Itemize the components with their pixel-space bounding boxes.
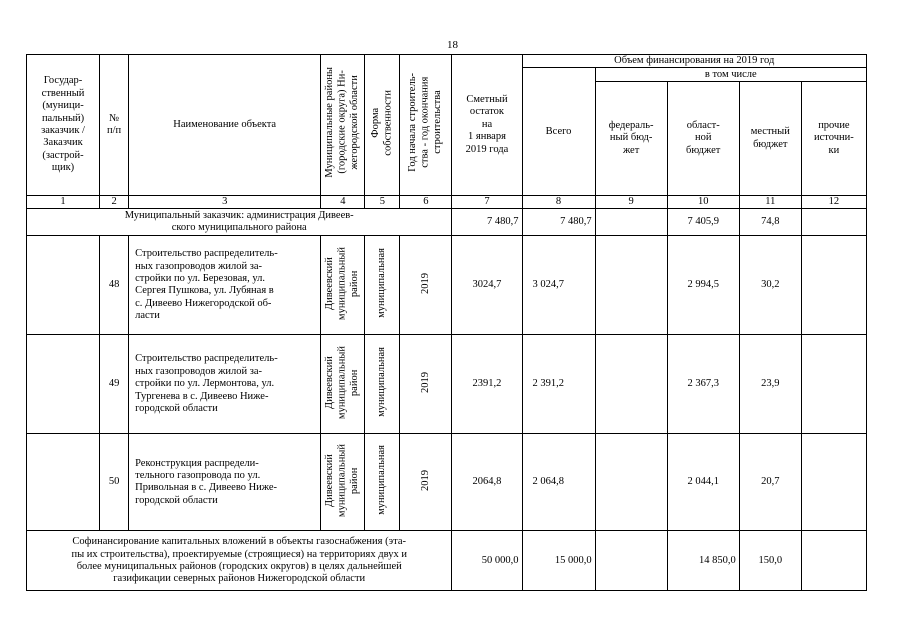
row-object-name: Строительство распределитель- ных газопроводов жилой за- стройки по ул. Березовая, ул. Сергея Пушкова, ул. Лубяная в с. Дивеево Нижегородской об- ласти xyxy=(129,236,321,335)
col-number: 8 xyxy=(522,196,595,209)
row-total: 2 064,8 xyxy=(522,434,595,531)
row-years: 2019 xyxy=(400,335,452,434)
row-regional: 2 367,3 xyxy=(667,335,739,434)
customer-row xyxy=(27,209,867,236)
footer-total: 15 000,0 xyxy=(522,531,595,591)
table-row xyxy=(27,335,867,434)
row-total: 3 024,7 xyxy=(522,236,595,335)
row-estimate: 3024,7 xyxy=(452,236,522,335)
row-district: Дивеевский муниципальный район xyxy=(321,236,365,335)
col-number: 12 xyxy=(801,196,866,209)
row-federal xyxy=(595,335,667,434)
header-total: Всего xyxy=(522,68,595,196)
row-local: 20,7 xyxy=(739,434,801,531)
table-row xyxy=(27,434,867,531)
row-regional: 2 994,5 xyxy=(667,236,739,335)
row-local: 23,9 xyxy=(739,335,801,434)
customer-estimate: 7 480,7 xyxy=(452,209,522,236)
col-number: 6 xyxy=(400,196,452,209)
footer-other xyxy=(801,531,866,591)
header-other: прочие источни- ки xyxy=(801,82,866,196)
col-number: 1 xyxy=(27,196,100,209)
row-district: Дивеевский муниципальный район xyxy=(321,335,365,434)
customer-local: 74,8 xyxy=(739,209,801,236)
footer-row xyxy=(27,531,867,591)
row-other xyxy=(801,236,866,335)
row-customer-cell xyxy=(27,335,100,434)
financing-table xyxy=(26,54,867,591)
row-estimate: 2391,2 xyxy=(452,335,522,434)
row-federal xyxy=(595,434,667,531)
footer-estimate: 50 000,0 xyxy=(452,531,522,591)
header-districts: Муниципальные районы (городские округа) Ни- жегородской области xyxy=(321,55,365,196)
col-number: 10 xyxy=(667,196,739,209)
col-number: 2 xyxy=(100,196,129,209)
header-object-name: Наименование объекта xyxy=(129,55,321,196)
row-ownership: муниципальная xyxy=(365,335,400,434)
row-district: Дивеевский муниципальный район xyxy=(321,434,365,531)
table-row xyxy=(27,236,867,335)
col-number: 3 xyxy=(129,196,321,209)
row-np: 48 xyxy=(100,236,129,335)
header-np: № п/п xyxy=(100,55,129,196)
row-np: 50 xyxy=(100,434,129,531)
customer-regional: 7 405,9 xyxy=(667,209,739,236)
header-estimate: Сметный остаток на 1 января 2019 года xyxy=(452,55,522,196)
column-numbers-row xyxy=(27,196,867,209)
header-ownership: Форма собственности xyxy=(365,55,400,196)
row-years: 2019 xyxy=(400,434,452,531)
row-estimate: 2064,8 xyxy=(452,434,522,531)
customer-other xyxy=(801,209,866,236)
header-years: Год начала строитель- ства - год окончания строительства xyxy=(400,55,452,196)
col-number: 5 xyxy=(365,196,400,209)
col-number: 9 xyxy=(595,196,667,209)
row-ownership: муниципальная xyxy=(365,236,400,335)
header-financing: Объем финансирования на 2019 год xyxy=(522,55,866,68)
footer-local: 150,0 xyxy=(739,531,801,591)
customer-label: Муниципальный заказчик: администрация Дивеев- ского муниципального района xyxy=(27,209,452,236)
header-local: местный бюджет xyxy=(739,82,801,196)
row-other xyxy=(801,434,866,531)
row-local: 30,2 xyxy=(739,236,801,335)
customer-federal xyxy=(595,209,667,236)
row-regional: 2 044,1 xyxy=(667,434,739,531)
row-years: 2019 xyxy=(400,236,452,335)
footer-regional: 14 850,0 xyxy=(667,531,739,591)
row-customer-cell xyxy=(27,236,100,335)
page-number: 18 xyxy=(447,39,458,51)
row-np: 49 xyxy=(100,335,129,434)
header-including: в том числе xyxy=(595,68,866,82)
col-number: 4 xyxy=(321,196,365,209)
row-total: 2 391,2 xyxy=(522,335,595,434)
customer-total: 7 480,7 xyxy=(522,209,595,236)
row-object-name: Реконструкция распредели- тельного газопровода по ул. Привольная в с. Дивеево Ниже- городской области xyxy=(129,434,321,531)
row-object-name: Строительство распределитель- ных газопроводов жилой за- стройки по ул. Лермонтова, ул. Тургенева в с. Дивеево Ниже- городской области xyxy=(129,335,321,434)
row-other xyxy=(801,335,866,434)
row-federal xyxy=(595,236,667,335)
col-number: 11 xyxy=(739,196,801,209)
header-customer: Государ- ственный (муници- пальный) заказчик / Заказчик (застрой- щик) xyxy=(27,55,100,196)
header-regional: област- ной бюджет xyxy=(667,82,739,196)
col-number: 7 xyxy=(452,196,522,209)
row-customer-cell xyxy=(27,434,100,531)
footer-federal xyxy=(595,531,667,591)
row-ownership: муниципальная xyxy=(365,434,400,531)
footer-label: Софинансирование капитальных вложений в объекты газоснабжения (эта- пы их строительства), проектируемые (строящиеся) на территориях двух и более муниципальных районов (городских округов) в целях дальнейшей газификации северных районов Нижегородской области xyxy=(27,531,452,591)
header-federal: федераль- ный бюд- жет xyxy=(595,82,667,196)
